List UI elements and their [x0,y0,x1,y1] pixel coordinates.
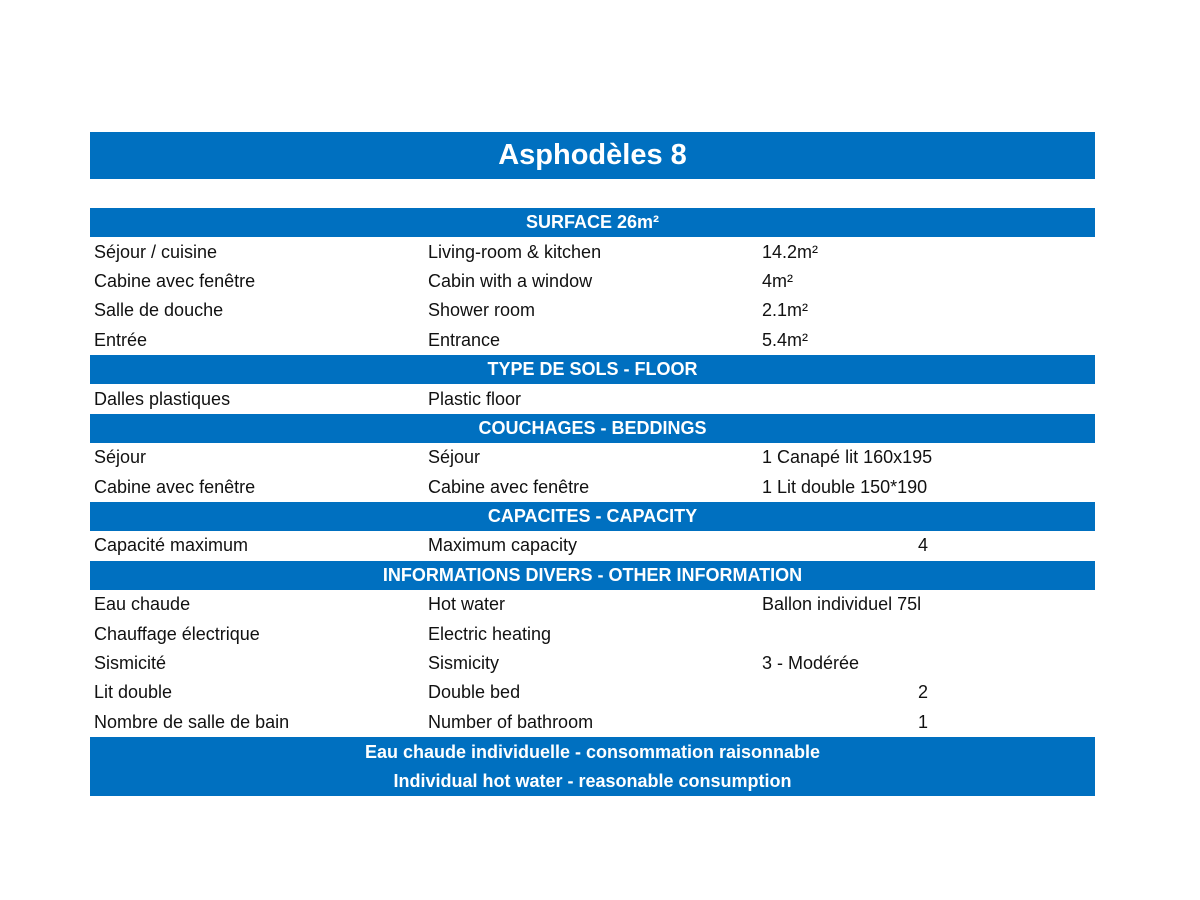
cell-fr: Sismicité [94,653,167,674]
cell-en: Sismicity [428,653,499,674]
cell-fr: Entrée [94,329,148,350]
cell-value: 3 - Modérée [762,653,860,674]
cell-fr: Lit double [94,682,173,703]
cell-en: Entrance [428,329,501,350]
cell-fr: Cabine avec fenêtre [94,476,256,497]
footer-line-en: Individual hot water - reasonable consumption [393,770,792,791]
cell-fr: Séjour [94,447,147,468]
table-row [90,237,1095,266]
cell-en: Plastic floor [428,388,522,409]
table-row [90,267,1095,296]
table-row [90,326,1095,355]
cell-value: 4m² [762,270,793,291]
cell-fr: Dalles plastiques [94,388,231,409]
table-row [90,619,1095,648]
cell-en: Shower room [428,300,536,321]
table-row [90,473,1095,502]
table-row [90,443,1095,472]
footer-note [90,737,1095,796]
page-title-text: Asphodèles 8 [498,139,687,171]
section-header-beddings [90,414,1095,443]
cell-value: 2 [917,682,928,703]
page-title [90,132,1095,179]
section-header-label: TYPE DE SOLS - FLOOR [487,359,698,380]
cell-en: Number of bathroom [428,711,594,732]
cell-value: 1 [917,711,928,732]
cell-fr: Chauffage électrique [94,623,260,644]
table-row [90,531,1095,560]
cell-fr: Séjour / cuisine [94,241,218,262]
cell-fr: Eau chaude [94,594,191,615]
cell-en: Living-room & kitchen [428,241,602,262]
cell-value: 1 Canapé lit 160x195 [762,447,933,468]
table-row [90,296,1095,325]
cell-value: 14.2m² [762,241,819,262]
cell-en: Electric heating [428,623,552,644]
table-row [90,708,1095,737]
table-row [90,384,1095,413]
cell-en: Double bed [428,682,521,703]
cell-value: 1 Lit double 150*190 [762,476,928,497]
table-row [90,590,1095,619]
section-header-floor [90,355,1095,384]
section-header-other-information [90,561,1095,590]
property-sheet [90,208,1095,796]
section-header-capacity [90,502,1095,531]
cell-value: 4 [917,535,928,556]
cell-value: 5.4m² [762,329,809,350]
cell-en: Cabine avec fenêtre [428,476,590,497]
table-row [90,649,1095,678]
cell-value: 2.1m² [762,300,809,321]
table-row [90,678,1095,707]
cell-en: Maximum capacity [428,535,578,556]
cell-value: Ballon individuel 75l [762,594,922,615]
cell-en: Cabin with a window [428,270,593,291]
cell-fr: Nombre de salle de bain [94,711,290,732]
cell-fr: Salle de douche [94,300,224,321]
cell-en: Hot water [428,594,506,615]
cell-en: Séjour [428,447,481,468]
cell-fr: Cabine avec fenêtre [94,270,256,291]
footer-line-fr: Eau chaude individuelle - consommation raisonnable [364,741,821,762]
section-header-label: COUCHAGES - BEDDINGS [478,417,707,438]
section-header-label: SURFACE 26m² [525,212,660,233]
section-header-label: INFORMATIONS DIVERS - OTHER INFORMATION [382,564,803,585]
section-header-surface [90,208,1095,237]
section-header-label: CAPACITES - CAPACITY [487,506,698,527]
cell-fr: Capacité maximum [94,535,249,556]
